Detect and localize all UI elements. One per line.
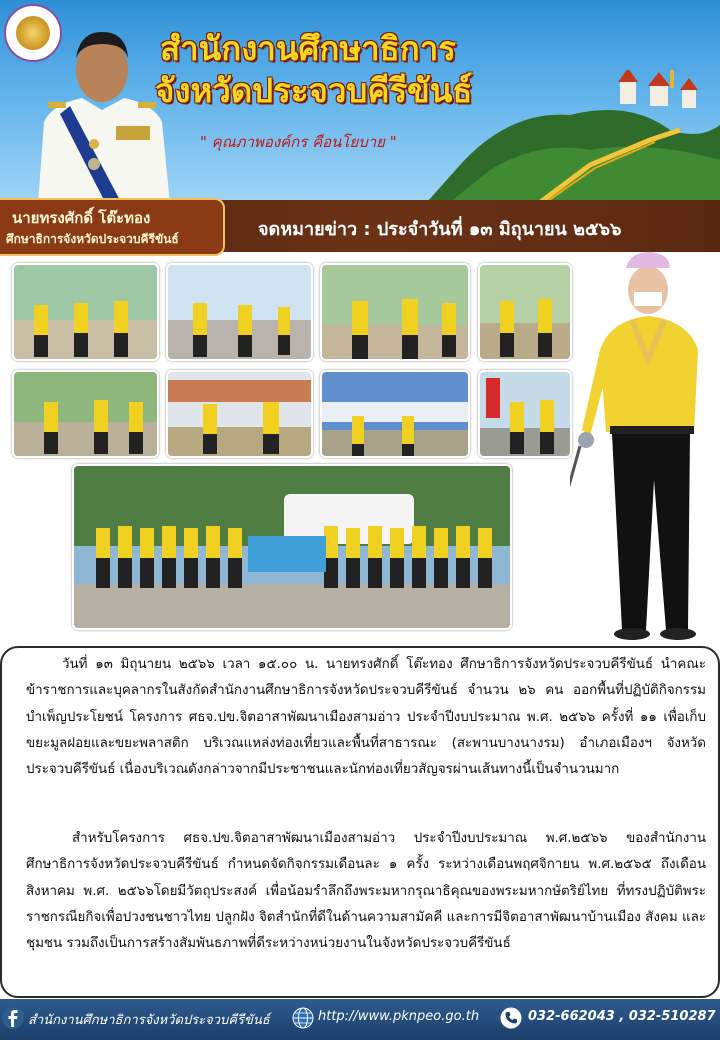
- phone-icon: [500, 1007, 522, 1029]
- activity-photo: [12, 263, 159, 361]
- activity-photo: [320, 370, 470, 458]
- director-position: ศึกษาธิการจังหวัดประจวบคีรีขันธ์: [6, 232, 179, 246]
- activity-photo: [166, 370, 313, 458]
- header-banner: [0, 0, 720, 200]
- facebook-icon: [2, 1007, 24, 1029]
- office-title-line2: จังหวัดประจวบคีรีขันธ์: [155, 71, 473, 110]
- article-paragraph-2: สำหรับโครงการ ศธจ.ปข.จิตอาสาพัฒนาเมืองสามอ่าว ประจำปีงบประมาณ พ.ศ.๒๕๖๖ ของสำนักงานศึกษาธิการจังหวัดประจวบคีรีขันธ์ กำหนดจัดกิจกรรมเดือนละ ๑ ครั้ง ระหว่างเดือนพฤศจิกายน พ.ศ.๒๕๖๕ ถึงเดือนสิงหาคม พ.ศ. ๒๕๖๖โดยมีวัตถุประสงค์ เพื่อน้อมรำลึกถึงพระมหากรุณาธิคุณของพระมหากษัตริย์ไทย ที่ทรงปฏิบัติพระราชกรณียกิจเพื่อปวงชนชาวไทย ปลูกฝัง จิตสำนักที่ดีในด้านความสามัคคี และการมีจิตอาสาพัฒนาบ้านเมือง สังคม และชุมชน รวมถึงเป็นการสร้างสัมพันธภาพที่ดีระหว่างหน่วยงานในจังหวัดประจวบคีรีขันธ์: [26, 831, 706, 952]
- activity-photo: [478, 263, 572, 361]
- newsletter-date: จดหมายข่าว : ประจำวันที่ ๑๓ มิถุนายน ๒๕๖๖: [258, 219, 622, 240]
- footer-phone-text[interactable]: 032-662043 , 032-510287: [528, 1009, 716, 1024]
- activity-photo: [166, 263, 313, 361]
- office-title-line1: สำนักงานศึกษาธิการ: [160, 29, 457, 68]
- activity-photo: [478, 370, 572, 458]
- director-namebox: [0, 198, 225, 256]
- group-photo: [72, 464, 512, 630]
- director-name: นายทรงศักดิ์ โต๊ะทอง: [12, 209, 151, 227]
- slogan-text: " คุณภาพองค์กร คือนโยบาย ": [200, 133, 397, 151]
- footer-facebook-text[interactable]: สำนักงานศึกษาธิการจังหวัดประจวบคีรีขันธ์: [28, 1013, 270, 1028]
- footer-bar: [0, 999, 720, 1040]
- article-paragraph-1: วันที่ ๑๓ มิถุนายน ๒๕๖๖ เวลา ๑๕.๐๐ น. นายทรงศักดิ์ โต๊ะทอง ศึกษาธิการจังหวัดประจวบคีรีขันธ์ นำคณะข้าราชการและบุคลากรในสังกัดสำนักงานศึกษาธิการจังหวัดประจวบคีรีขันธ์ จำนวน ๒๖ คน ออกพื้นที่ปฏิบัติกิจกรรมบำเพ็ญประโยชน์ โครงการ ศธจ.ปข.จิตอาสาพัฒนาเมืองสามอ่าว ประจำปีงบประมาณ พ.ศ. ๒๕๖๖ ครั้งที่ ๑๑ เพื่อเก็บขยะมูลฝอยและขยะพลาสติก บริเวณแหล่งท่องเที่ยวและพื้นที่สาธารณะ (สะพานบางนางรม) อำเภอเมืองฯ จังหวัดประจวบคีรีขันธ์ เนื่องบริเวณดังกล่าวจากมีประชาชนและนักท่องเที่ยวสัญจรผ่านเส้นทางนี้เป็นจำนวนมาก: [26, 657, 706, 778]
- activity-photo: [12, 370, 159, 458]
- director-standing-image: [570, 250, 720, 650]
- activity-photo: [320, 263, 470, 361]
- globe-icon: [292, 1007, 314, 1029]
- footer-website-link[interactable]: http://www.pknpeo.go.th: [318, 1009, 480, 1024]
